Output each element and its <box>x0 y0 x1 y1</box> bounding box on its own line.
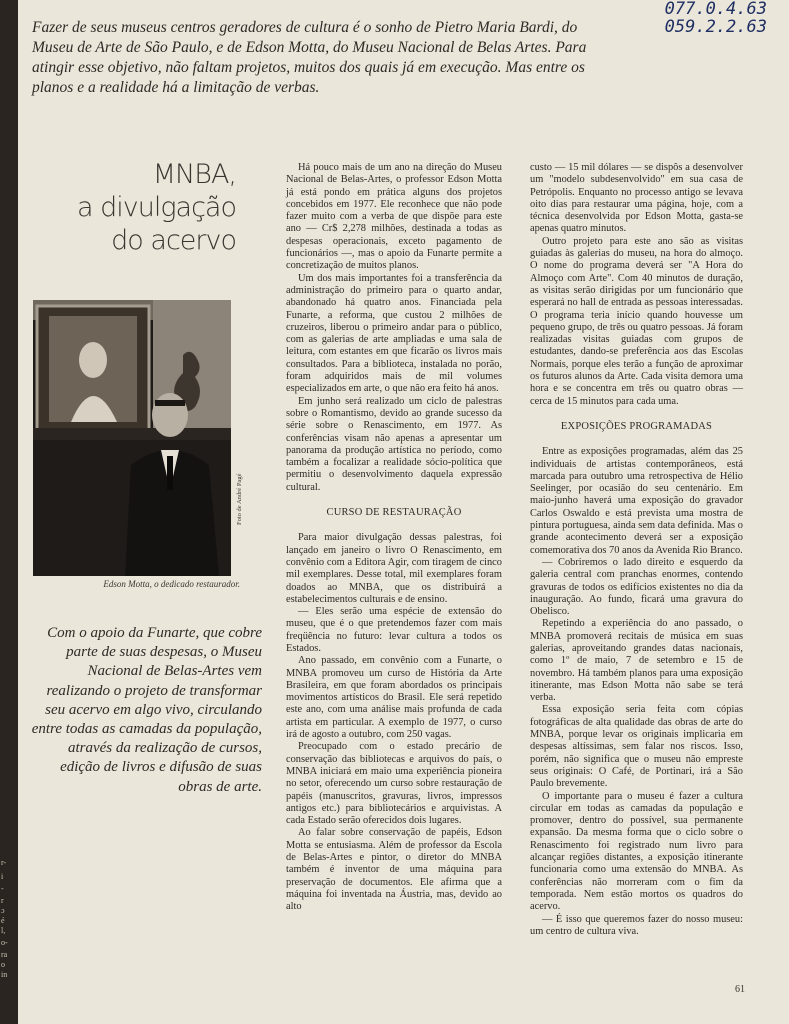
headline-line-1: MNBA, <box>152 159 236 190</box>
spine-fragment: ɔ <box>1 906 5 915</box>
portrait-photo <box>33 300 231 576</box>
paragraph: Um dos mais importantes foi a transferência da administração do primeiro para o quarto andar, abandonado há quatro anos. Financiada pela Funarte, a reforma, que custou 2 milhões de cruzeiros, liberou o primeiro andar para o público, com as galerias de arte ampliadas e uma sala de leitura, com estantes em que ficarão os livros mais consultados. Para a biblioteca, instalada no porão, foram adquiridos mais de mil volumes especializados em arte, o que não era feito há anos. <box>286 272 502 395</box>
page-number: 61 <box>735 984 745 995</box>
paragraph: Para maior divulgação dessas palestras, foi lançado em janeiro o livro O Renascimento, em convênio com a Editora Agir, com tiragem de cinco mil exemplares. Desse total, mil exemplares foram doados ao MNBA, que os distribuirá a estabelecimentos culturais e de ensino. <box>286 532 502 605</box>
paragraph: Em junho será realizado um ciclo de palestras sobre o Romantismo, devido ao grande sucesso da série sobre o Renascimento, em 1977. As conferências visam não apenas a apresentar um panorama da produção artística no período, como também a focalizar a realidade sócio-política que permitiu o desenvolvimento daquela expressão cultural. <box>286 395 502 493</box>
spine-fragment: l, <box>1 926 6 935</box>
spine-fragment: - <box>1 884 4 893</box>
spine-fragment: r- <box>1 858 7 867</box>
archive-stamp <box>665 0 767 36</box>
article-headline <box>40 158 236 257</box>
paragraph: Essa exposição seria feita com cópias fotográficas de alta qualidade das obras de arte do MNBA, porque levar os originais implicaria em despesas altíssimas, sem falar nos riscos. Isso, porém, não significa que o museu não empreste seus originais: O Café, de Portinari, irá a São Paulo brevemente. <box>530 704 743 790</box>
paragraph: Entre as exposições programadas, além das 25 individuais de artistas contemporâneos, está marcada para outubro uma retrospectiva de Hélio Seelinger, por ocasião do seu centenário. Em maio-junho haverá uma exposição do gravador Carlos Oswaldo e está prevista uma mostra de pintura portuguesa, ainda sem data definida. Mas o grande acontecimento deverá ser a exposição comemorativa dos 70 anos da Avenida Rio Branco. <box>530 446 743 556</box>
spine-fragment: o <box>1 960 5 969</box>
intro-paragraph: Fazer de seus museus centros geradores de cultura é o sonho de Pietro Maria Bardi, do Museu de Arte de São Paulo, e de Edson Motta, do Museu Nacional de Belas Artes. Para atingir esse objetivo, não faltam projetos, muitos dos quais já em execução. Mas entre os planos e a realidade há a limitação de verbas. <box>32 19 587 96</box>
paragraph: Repetindo a experiência do ano passado, o MNBA promoverá recitais de música em suas galerias, aproveitando grandes datas nacionais, como 1º de maio, 7 de setembro e 15 de novembro. Há também planos para uma exposição itinerante, mas Edson Motta não sabe se terá verba. <box>530 618 743 704</box>
paragraph: — Eles serão uma espécie de extensão do museu, que é o que pretendemos fazer com mais freqüência no futuro: levar cultura a todos os Estados. <box>286 606 502 654</box>
paragraph: — Cobriremos o lado direito e esquerdo da galeria central com pranchas enormes, contendo gravuras de todos os edifícios existentes no dia da inauguração. Ao fundo, ficará uma gravura do Obelisco. <box>530 556 743 618</box>
paragraph: O importante para o museu é fazer a cultura circular em todas as camadas da população e promover, dentro do possível, sua permanente expansão. Da mesma forma que o ciclo sobre o Renascimento foi registrado num livro para alcançar regiões distantes, a exposição itinerante funcionaria como uma extensão do MNBA. As conferências não morreram com o fim da temporada. Nem estão mortos os quadros do acervo. <box>530 790 743 913</box>
spine-fragment: i <box>1 872 4 881</box>
text-column-1 <box>286 162 502 914</box>
book-spine <box>0 0 18 1024</box>
photo-credit: Foto de André Pagé <box>236 473 243 525</box>
paragraph: Preocupado com o estado precário de conservação das bibliotecas e arquivos do país, o MNBA iniciará em maio uma experiência pioneira no setor, oferecendo um curso sobre restauração de papéis (manuscritos, gravuras, livros, impressos antigos etc.) para bibliotecários e arquivistas. A cada Estado serão oferecidos dois lugares. <box>286 741 502 827</box>
paragraph: Há pouco mais de um ano na direção do Museu Nacional de Belas-Artes, o professor Edson Motta já está pondo em prática alguns dos projetos concebidos em 1977. Ele reconhece que não pode fazer muito com a verba de que dispõe para este ano — Cr$ 2,278 milhões, destinada a todas as despesas operacionais, exceto pagamento de funcionários —, mas o apoio da Funarte permite a concretização de muitos planos. <box>286 162 502 272</box>
spine-fragment: in <box>1 970 8 979</box>
spine-fragment: o- <box>1 938 8 947</box>
headline-line-2: a divulgação <box>76 192 236 223</box>
spine-fragment: ra <box>1 950 8 959</box>
spine-fragment: é <box>1 916 5 925</box>
headline-line-3: do acervo <box>111 225 236 256</box>
section-heading: EXPOSIÇÕES PROGRAMADAS <box>560 420 713 432</box>
paragraph: Outro projeto para este ano são as visitas guiadas às galerias do museu, na hora do almoço. O nome do programa deverá ser "A Hora do Almoço com Arte". Com 40 minutos de duração, as visitas serão dirigidas por um funcionário que esperará no hall de entrada as pessoas interessadas. O programa teria início quando houvesse um pequeno grupo, de três ou quatro pessoas. Já foram realizadas visitas guiadas com grupos de estudantes, dando-se preferência aos das Escolas Normais, porque eles terão a função de aproximar os futuros alunos da Arte. Cada visita demora uma hora e se concentra em três ou quatro obras — cerca de 15 minutos para cada uma. <box>530 235 743 407</box>
spine-fragment: r <box>1 896 4 905</box>
paragraph: — É isso que queremos fazer do nosso museu: um centro de cultura viva. <box>530 913 743 937</box>
paragraph: Ao falar sobre conservação de papéis, Edson Motta se entusiasma. Além de professor da Escola de Belas-Artes e pintor, o diretor do MNBA também é inventor de uma máquina para preservação de documentos. Ele afirma que a máquina foi inventada na Áustria, mas, devido ao alto <box>286 827 502 913</box>
photo-caption: Edson Motta, o dedicado restaurador. <box>103 579 240 589</box>
pull-quote: Com o apoio da Funarte, que cobre parte de suas despesas, o Museu Nacional de Belas-Artes vem realizando o projeto de transformar seu acervo em algo vivo, circulando entre todas as camadas da população, através da realização de cursos, edição de livros e difusão de suas obras de arte. <box>31 625 262 795</box>
text-column-2 <box>530 162 743 938</box>
photo-illustration <box>33 300 231 576</box>
section-heading: CURSO DE RESTAURAÇÃO <box>326 507 462 519</box>
stamp-line-2: 059.2.2.63 <box>664 17 767 37</box>
stamp-line-1: 077.0.4.63 <box>664 0 767 19</box>
paragraph: Ano passado, em convênio com a Funarte, o MNBA promoveu um curso de História da Arte Brasileira, em que foram abordados os principais movimentos artísticos do Brasil. Ele será repetido este ano, com uma análise mais profunda de cada artista em particular. A exemplo de 1977, o curso irá de agosto a outubro, com 250 vagas. <box>286 655 502 741</box>
paragraph: custo — 15 mil dólares — se dispôs a desenvolver um "modelo subdesenvolvido" em sua casa de Petrópolis. Enquanto no processo antigo se levava oito dias para restaurar uma página, hoje, com a técnica desenvolvida por Edson Motta, gasta-se apenas quatro minutos. <box>530 162 743 235</box>
